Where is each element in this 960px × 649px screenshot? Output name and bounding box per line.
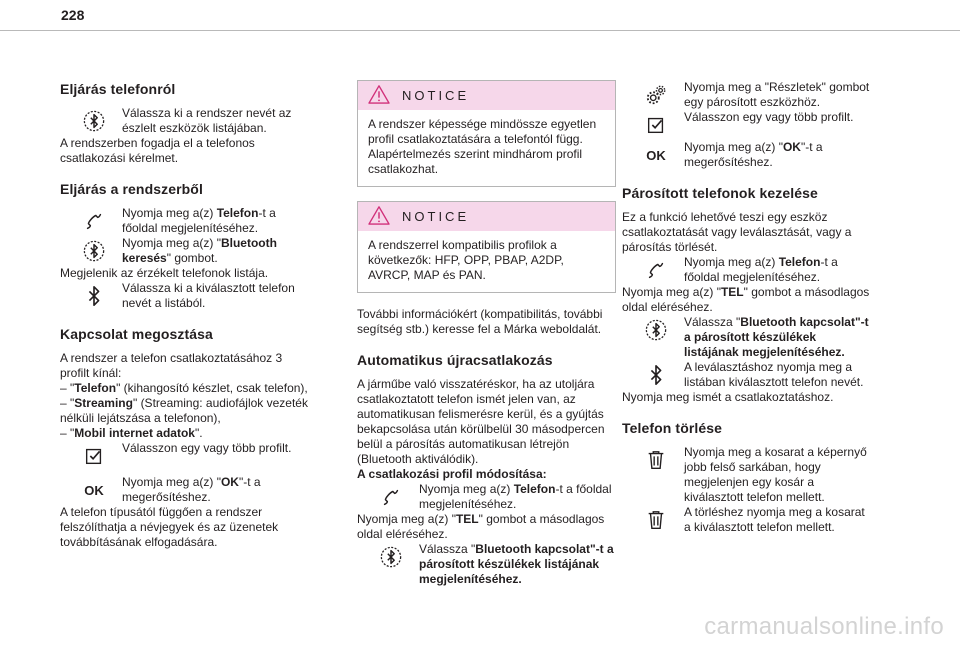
step-disconnect: [622, 360, 870, 390]
step-press-phone: [622, 255, 870, 285]
heading-system-procedure: Eljárás a rendszerből: [60, 181, 203, 197]
bluetooth-search-icon: [379, 545, 403, 569]
bluetooth-search-icon: [82, 239, 106, 263]
heading-delete-phone: Telefon törlése: [622, 420, 723, 436]
column-left: [60, 80, 308, 550]
trash-icon: [644, 508, 668, 532]
list-item: – "Streaming" (Streaming: audiofájlok vezeték nélküli lejátszása a telefonon),: [60, 396, 308, 425]
phone-handset-icon: [644, 258, 668, 282]
step-select-profile: [622, 110, 870, 140]
step-text: Válasszon egy vagy több profilt.: [684, 110, 854, 124]
step-bluetooth-search: [60, 236, 308, 266]
subheading: A csatlakozási profil módosítása:: [357, 467, 547, 481]
notice-header: [358, 81, 615, 110]
watermark: carmanualsonline.info: [704, 613, 944, 640]
heading-auto-reconnect: Automatikus újracsatlakozás: [357, 352, 553, 368]
step-text: A leválasztáshoz nyomja meg a listában kiválasztott telefon nevét.: [684, 360, 864, 389]
notice-title: NOTICE: [402, 209, 470, 224]
ok-icon: OK: [84, 482, 104, 498]
header-rule: [0, 30, 960, 31]
paragraph: A rendszer a telefon csatlakoztatásához 3 profilt kínál:: [60, 351, 283, 380]
checklist-icon: [82, 444, 106, 468]
step-text: Nyomja meg a(z) "OK"-t a megerősítéshez.: [684, 140, 823, 169]
step-text: Nyomja meg a kosarat a képernyő jobb felső sarkában, hogy megjelenjen egy kosár a kiválasztott telefon mellett.: [684, 445, 867, 504]
notice-header: [358, 202, 615, 231]
paragraph: A telefon típusától függően a rendszer felszólíthatja a névjegyek és az üzenetek továbbításának elfogadására.: [60, 505, 279, 549]
phone-handset-icon: [379, 485, 403, 509]
notice-title: NOTICE: [402, 88, 470, 103]
page-number: 228: [61, 7, 85, 23]
trash-icon: [644, 448, 668, 472]
step-text: Nyomja meg a(z) "Bluetooth keresés" gombot.: [122, 236, 277, 265]
paragraph: A járműbe való visszatéréskor, ha az utoljára csatlakoztatott telefon ismét jelen van, az automatikusan felismerésre kerül, és a gyújtás bekapcsolása után körülbelül 30 másodpercen belül a párosítás automatikusan létrejön (Bluetooth aktiválódik).: [357, 377, 605, 466]
heading-phone-procedure: Eljárás telefonról: [60, 81, 176, 97]
step-press-phone: [357, 482, 617, 512]
paragraph: További információkért (kompatibilitás, további segítség stb.) keresse fel a Márka weboldalát.: [357, 307, 603, 336]
column-right: [622, 80, 870, 535]
ok-icon: OK: [646, 147, 666, 163]
step-details: [622, 80, 870, 110]
gear-details-icon: [644, 83, 668, 107]
step-text: Nyomja meg a(z) "OK"-t a megerősítéshez.: [122, 475, 261, 504]
bluetooth-search-icon: [82, 109, 106, 133]
step-text: Nyomja meg a(z) Telefon-t a főoldal megjelenítéséhez.: [122, 206, 276, 235]
step-text: Nyomja meg a(z) Telefon-t a főoldal megjelenítéséhez.: [684, 255, 838, 284]
step-text: Válassza "Bluetooth kapcsolat"-t a párosított készülékek listájának megjelenítéséhez.: [419, 542, 614, 586]
step-text: A rendszerben fogadja el a telefonos csatlakozási kérelmet.: [60, 136, 255, 165]
paragraph: Ez a funkció lehetővé teszi egy eszköz csatlakoztatását vagy leválasztását, vagy a párosítás törlését.: [622, 210, 852, 254]
phone-handset-icon: [82, 209, 106, 233]
bluetooth-search-icon: [644, 318, 668, 342]
step-select-system: [60, 106, 308, 136]
warning-triangle-icon: [368, 84, 390, 108]
step-text: Válassza ki a rendszer nevét az észlelt eszközök listájában.: [122, 106, 292, 135]
step-trash: [622, 445, 870, 505]
list-item: – "Telefon" (kihangosító készlet, csak telefon),: [60, 381, 308, 395]
step-text: Nyomja meg a "Részletek" gombot egy párosított eszközhöz.: [684, 80, 870, 109]
step-delete: [622, 505, 870, 535]
step-bluetooth-connection: [622, 315, 870, 360]
step-text: Válassza ki a kiválasztott telefon nevét a listából.: [122, 281, 295, 310]
heading-connection-sharing: Kapcsolat megosztása: [60, 326, 213, 342]
step-select-profile: [60, 441, 308, 471]
notice-box: [357, 80, 616, 187]
step-press-ok: [60, 475, 308, 505]
step-select-phone: [60, 281, 308, 311]
bluetooth-icon: [644, 363, 668, 387]
step-press-phone: [60, 206, 308, 236]
bluetooth-icon: [82, 284, 106, 308]
step-press-ok: [622, 140, 870, 170]
notice-box: [357, 201, 616, 293]
step-text: Válassza "Bluetooth kapcsolat"-t a párosított készülékek listájának megjelenítéséhez.: [684, 315, 869, 359]
step-text: Nyomja meg a(z) "TEL" gombot a másodlagos oldal eléréséhez.: [622, 285, 870, 314]
step-text: Válasszon egy vagy több profilt.: [122, 441, 292, 455]
checklist-icon: [644, 113, 668, 137]
step-text: Nyomja meg a(z) Telefon-t a főoldal megjelenítéséhez.: [419, 482, 612, 511]
notice-body: A rendszer képessége mindössze egyetlen profil csatlakoztatására a telefontól függ. Alapértelmezés szerint mindhárom profil csatlakozhat.: [368, 117, 597, 176]
heading-paired-phones: Párosított telefonok kezelése: [622, 185, 818, 201]
notice-body: A rendszerrel kompatibilis profilok a következők: HFP, OPP, PBAP, A2DP, AVRCP, MAP és PAN.: [368, 238, 564, 282]
step-text: Nyomja meg ismét a csatlakoztatáshoz.: [622, 390, 834, 404]
step-text: Nyomja meg a(z) "TEL" gombot a másodlagos oldal eléréséhez.: [357, 512, 605, 541]
warning-triangle-icon: [368, 205, 390, 229]
column-middle: [357, 80, 617, 587]
step-bluetooth-connection: [357, 542, 617, 587]
list-item: – "Mobil internet adatok".: [60, 426, 203, 440]
step-text: A törléshez nyomja meg a kosarat a kiválasztott telefon mellett.: [684, 505, 865, 534]
step-text: Megjelenik az érzékelt telefonok listája.: [60, 266, 269, 280]
